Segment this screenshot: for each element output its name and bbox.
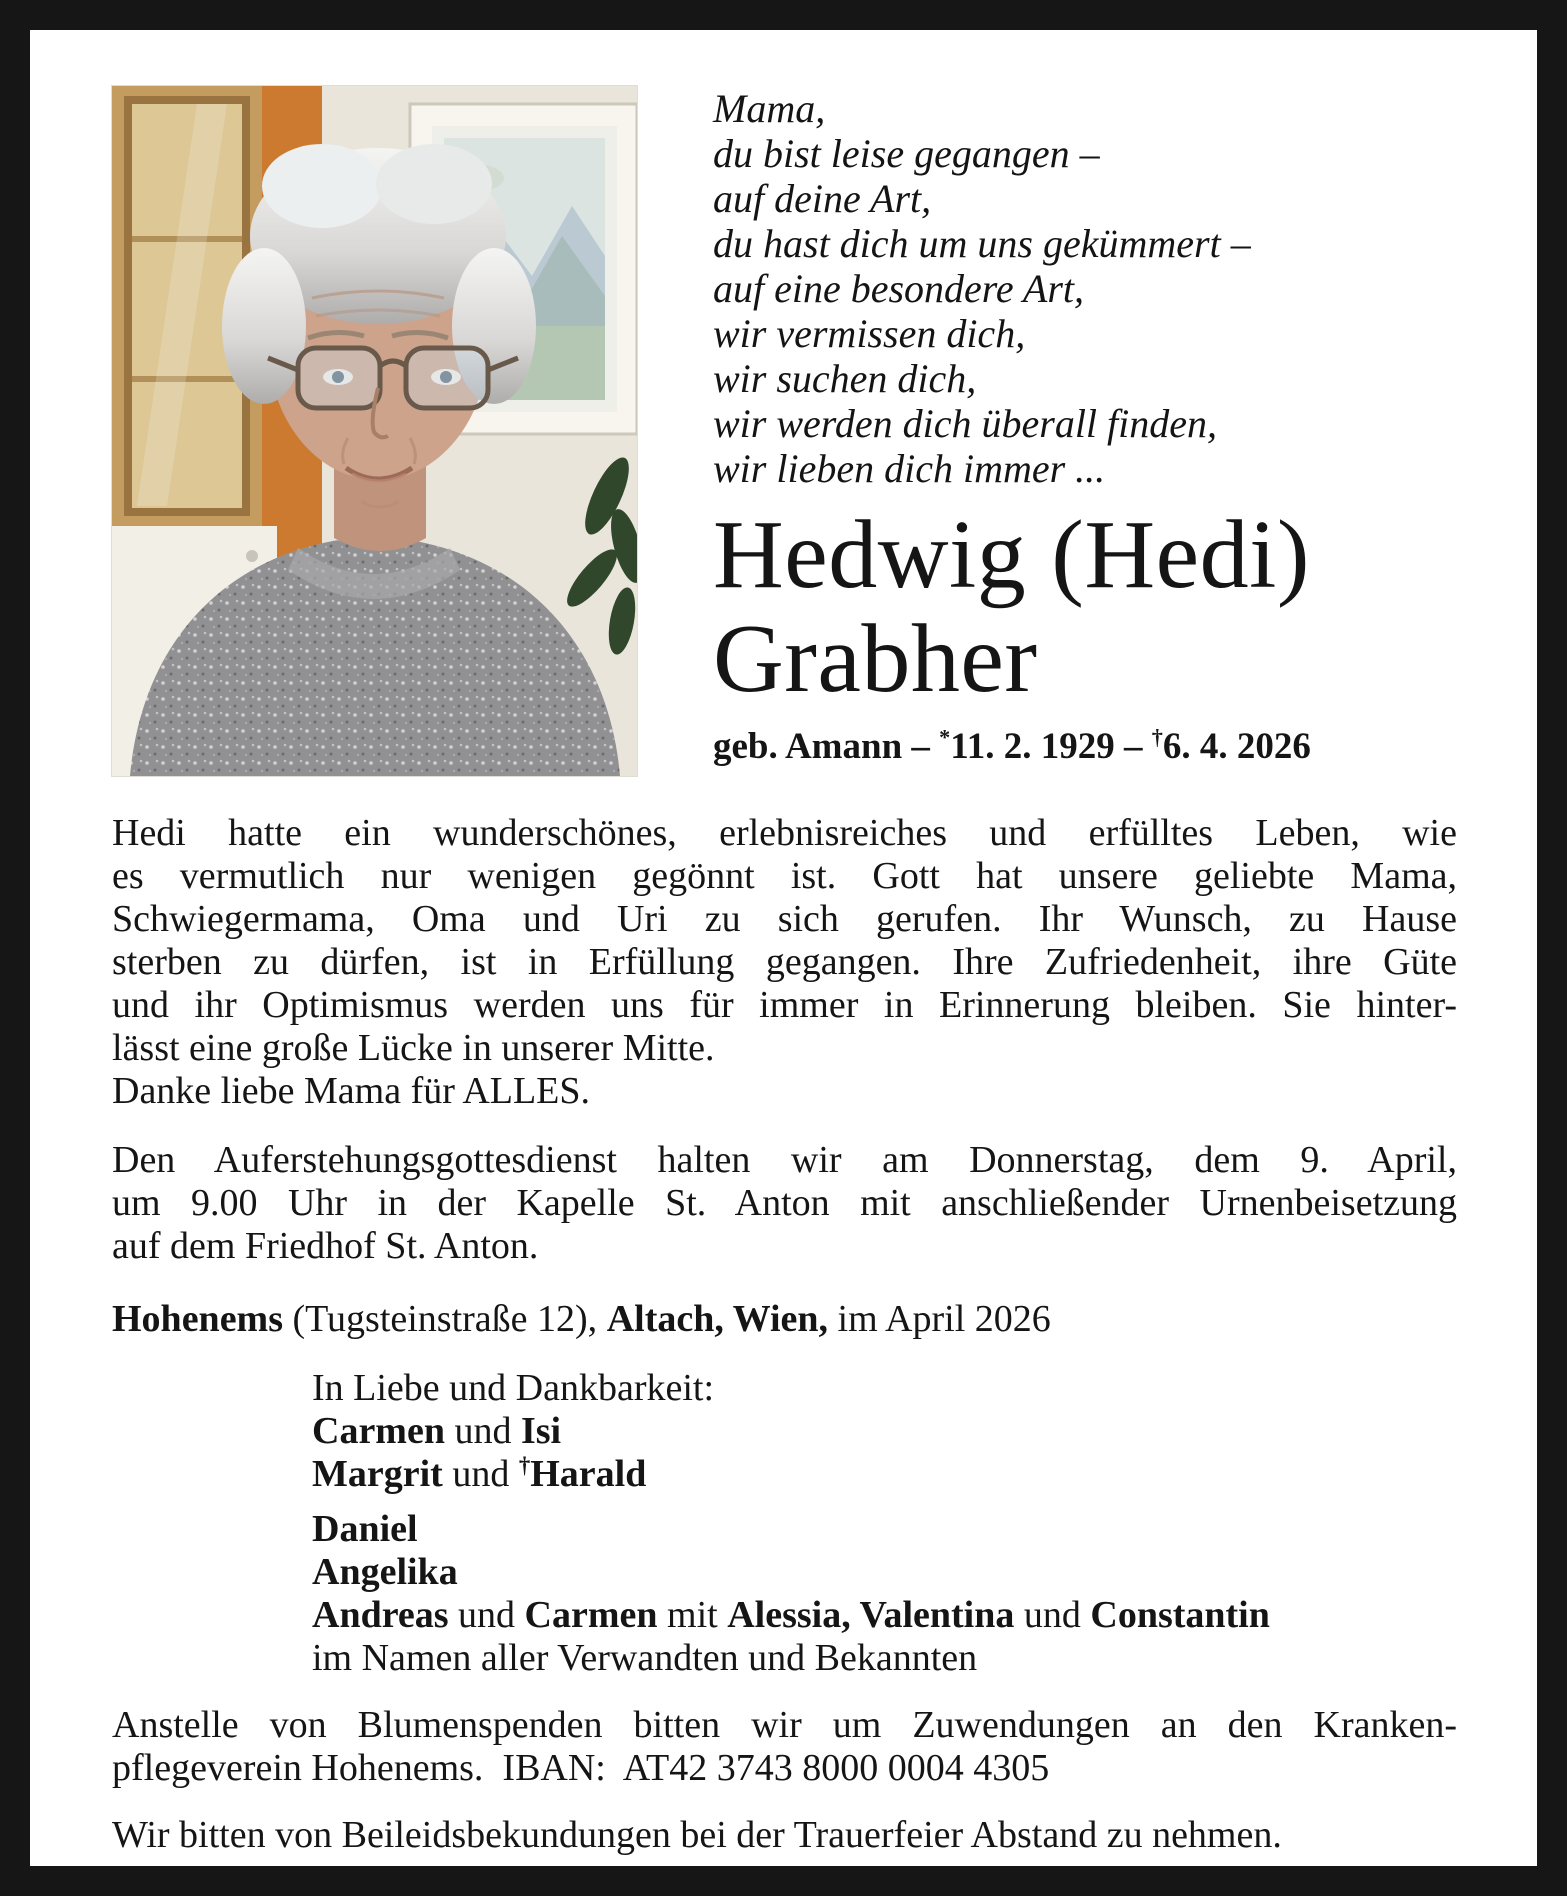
family-line-angelika — [312, 1551, 1457, 1594]
service-line: um 9.00 Uhr in der Kapelle St. Anton mit anschließender Urnenbeisetzung — [112, 1182, 1457, 1224]
family-line-margrit-harald — [312, 1453, 1457, 1496]
poem-line: auf deine Art, — [713, 176, 932, 221]
family-connector: mit — [657, 1594, 728, 1636]
portrait-photo — [112, 86, 637, 776]
right-column — [637, 86, 1457, 776]
poem-line: wir suchen dich, — [713, 356, 977, 401]
closing-line: Wir bitten von Beileidsbekundungen bei der Trauerfeier Abstand zu nehmen. — [112, 1814, 1282, 1856]
service-line: Den Auferstehungsgottesdienst halten wir am Donnerstag, dem 9. April, — [112, 1139, 1457, 1181]
location-line — [112, 1298, 1457, 1341]
family-name: Daniel — [312, 1508, 418, 1550]
birth-star-symbol: * — [939, 724, 951, 750]
donation-iban-line: pflegeverein Hohenems. IBAN: AT42 3743 8000 0004 4305 — [112, 1747, 1050, 1789]
service-info-paragraph — [112, 1139, 1457, 1268]
family-connector: und — [1014, 1594, 1091, 1636]
poem-line: Mama, — [713, 86, 826, 131]
donation-line: Anstelle von Blumenspenden bitten wir um Zuwendungen an den Kranken- — [112, 1704, 1457, 1746]
poem-line: wir werden dich überall finden, — [713, 401, 1218, 446]
family-line-andreas — [312, 1594, 1457, 1637]
family-name: Carmen — [312, 1410, 445, 1452]
donation-paragraph — [112, 1704, 1457, 1790]
family-name: Andreas — [312, 1594, 449, 1636]
poem-line: du bist leise gegangen – — [713, 131, 1100, 176]
birth-death-dates — [713, 725, 1457, 769]
deceased-name-line-2: Grabher — [713, 605, 1038, 713]
poem-line: wir vermissen dich, — [713, 311, 1026, 356]
family-name: Isi — [520, 1410, 562, 1452]
deceased-cross-symbol: † — [518, 1452, 531, 1478]
obituary-line: Schwiegermama, Oma und Uri zu sich gerufen. Ihr Wunsch, zu Hause — [112, 898, 1457, 940]
location-altach-wien: Altach, Wien, — [606, 1298, 829, 1340]
obituary-sheet — [30, 30, 1537, 1866]
family-name: Carmen — [524, 1594, 658, 1636]
poem-line: du hast dich um uns gekümmert – — [713, 221, 1251, 266]
location-street: (Tugsteinstraße 12), — [283, 1298, 607, 1340]
family-block — [312, 1367, 1457, 1680]
family-name: Alessia, Valentina — [727, 1594, 1015, 1636]
family-connector: und — [442, 1453, 519, 1495]
memorial-poem — [713, 86, 1457, 491]
family-connector: und — [444, 1410, 521, 1452]
obituary-line: Hedi hatte ein wunderschönes, erlebnisreiches und erfülltes Leben, wie — [112, 812, 1457, 854]
family-name: Harald — [530, 1453, 647, 1495]
family-outro: im Namen aller Verwandten und Bekannten — [312, 1637, 978, 1679]
location-hohenems: Hohenems — [112, 1298, 283, 1340]
poem-line: auf eine besondere Art, — [713, 266, 1085, 311]
family-name: Margrit — [312, 1453, 443, 1495]
death-cross-symbol: † — [1151, 724, 1163, 750]
service-line: auf dem Friedhof St. Anton. — [112, 1225, 539, 1267]
obituary-line: es vermutlich nur wenigen gegönnt ist. Gott hat unsere geliebte Mama, — [112, 855, 1457, 897]
deceased-name — [713, 503, 1457, 711]
death-date: 6. 4. 2026 — [1162, 726, 1311, 767]
poem-line: wir lieben dich immer ... — [713, 446, 1106, 491]
location-date: im April 2026 — [828, 1298, 1051, 1340]
obituary-line: sterben zu dürfen, ist in Erfüllung gegangen. Ihre Zufriedenheit, ihre Güte — [112, 941, 1457, 983]
family-line-daniel — [312, 1508, 1457, 1551]
maiden-name: geb. Amann – — [713, 726, 940, 767]
portrait-illustration — [112, 86, 637, 776]
thanks-line: Danke liebe Mama für ALLES. — [112, 1070, 591, 1112]
family-line-carmen-isi — [312, 1410, 1457, 1453]
birth-date: 11. 2. 1929 – — [950, 726, 1152, 767]
family-name: Constantin — [1090, 1594, 1270, 1636]
obituary-paragraph-1 — [112, 812, 1457, 1113]
top-block — [112, 86, 1457, 776]
obituary-line: und ihr Optimismus werden uns für immer in Erinnerung bleiben. Sie hinter- — [112, 984, 1457, 1026]
family-name: Angelika — [312, 1551, 458, 1593]
family-intro: In Liebe und Dankbarkeit: — [312, 1367, 715, 1409]
obituary-line: lässt eine große Lücke in unserer Mitte. — [112, 1027, 715, 1069]
deceased-name-line-1: Hedwig (Hedi) — [713, 501, 1311, 609]
family-connector: und — [448, 1594, 525, 1636]
